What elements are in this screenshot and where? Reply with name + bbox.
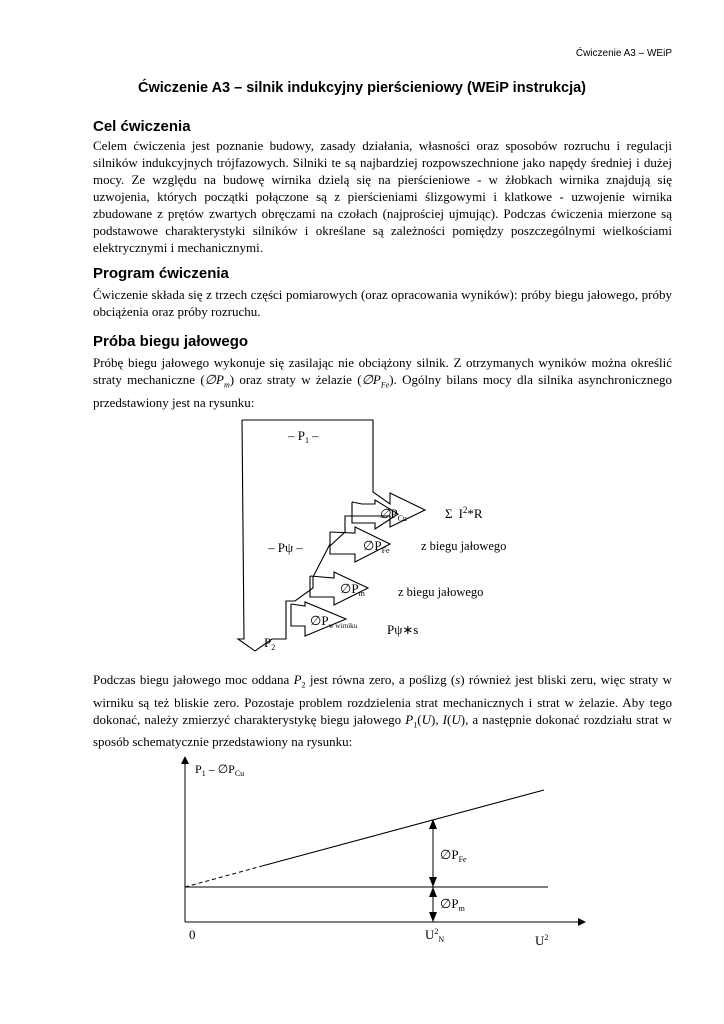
ppsi-label: – Pψ – — [268, 540, 303, 555]
pm-dimension-label: $\emptyset P_m$ — [440, 896, 465, 913]
paragraph-program: Ćwiczenie składa się z trzech części pomiarowych (oraz opracowania wyników): próby biegu jałowego, próby obciążenia oraz próby rozruchu. — [93, 287, 672, 319]
y-axis-label: $P_1$ – $\emptyset P_{Cu}$ — [195, 762, 245, 778]
pw-label: $\emptyset P_{w wirniku}$ — [310, 613, 358, 630]
page-title: Ćwiczenie A3 – silnik indukcyjny pierścieniowy (WEiP instrukcja) — [137, 80, 587, 96]
pfe-note: z biegu jałowego — [421, 539, 507, 553]
heading-program: Program ćwiczenia — [93, 265, 229, 282]
pm-note: z biegu jałowego — [398, 585, 484, 599]
x-axis-label: $U^2$ — [535, 933, 549, 948]
pm-label: $\emptyset P_m$ — [340, 581, 365, 598]
heading-proba: Próba biegu jałowego — [93, 333, 249, 350]
characteristic-line — [262, 790, 544, 866]
main-flow-arrow — [238, 420, 425, 651]
ppsi-s-label: Pψ∗s — [387, 622, 419, 637]
p1-label: – $P_1$ – — [288, 428, 319, 445]
p2-label: $P_2$ — [264, 635, 276, 652]
extrapolated-line — [185, 866, 262, 887]
heading-cel: Cel ćwiczenia — [93, 118, 191, 135]
running-header: Ćwiczenie A3 – WEiP — [575, 48, 672, 59]
sum-i2r-label: Σ $I^2*R$ — [445, 505, 483, 521]
pfe-label: $\emptyset P_{Fe}$ — [363, 538, 390, 555]
paragraph-cel: Celem ćwiczenia jest poznanie budowy, zasady działania, własności oraz sposobów rozruchu i regulacji silników indukcyjnych trójfazowych. Silniki te są najbardziej rozpowszechnione jako napędy średniej i dużej mocy. Ze względu na budowę wirnika dzielą się na pierścieniowe - w żłobkach wirnika znajdują się uzwojenia, których początki połączone są z pierścieniami ślizgowymi i klatkowe - uzwojenie wirnika zbudowane z prętów zwartych obręczami na czołach (najprościej ujmując). Podczas ćwiczenia mierzone są podstawowe charakterystyki silników i określane są zależności pomiędzy poszczególnymi wielkościami elektrycznymi i mechanicznymi. — [93, 138, 672, 255]
pfe-dimension-label: $\emptyset P_{Fe}$ — [440, 847, 467, 864]
no-load-characteristic-chart — [0, 745, 724, 960]
origin-label: 0 — [189, 927, 196, 942]
un2-label: $U^2_N$ — [425, 927, 445, 944]
pcu-label: $\emptyset P_{Cu}$ — [379, 506, 407, 523]
paragraph-proba-2: Podczas biegu jałowego moc oddana $P_2$ jest równa zero, a poślizg (s) również jest bliski zeru, więc straty w wirniku są też bliskie zero. Pozostaje problem rozdzielenia strat mechanicznych i strat w żelazie. Aby tego dokonać, należy zmierzyć charakterystykę biegu jałowego $P_1(U)$, I(U), a następnie dokonać rozdziału strat w sposób schematycznie przedstawiony na rysunku: — [93, 672, 672, 750]
power-balance-diagram — [0, 400, 724, 665]
paragraph-proba-1: Próbę biegu jałowego wykonuje się zasilając nie obciążony silnik. Z otrzymanych wyników można określić straty mechaniczne $(\emptyset P_m)$ oraz straty w żelazie $(\emptyset P_{Fe})$. Ogólny bilans mocy dla silnika asynchronicznego przedstawiony jest na rysunku: — [93, 355, 672, 410]
